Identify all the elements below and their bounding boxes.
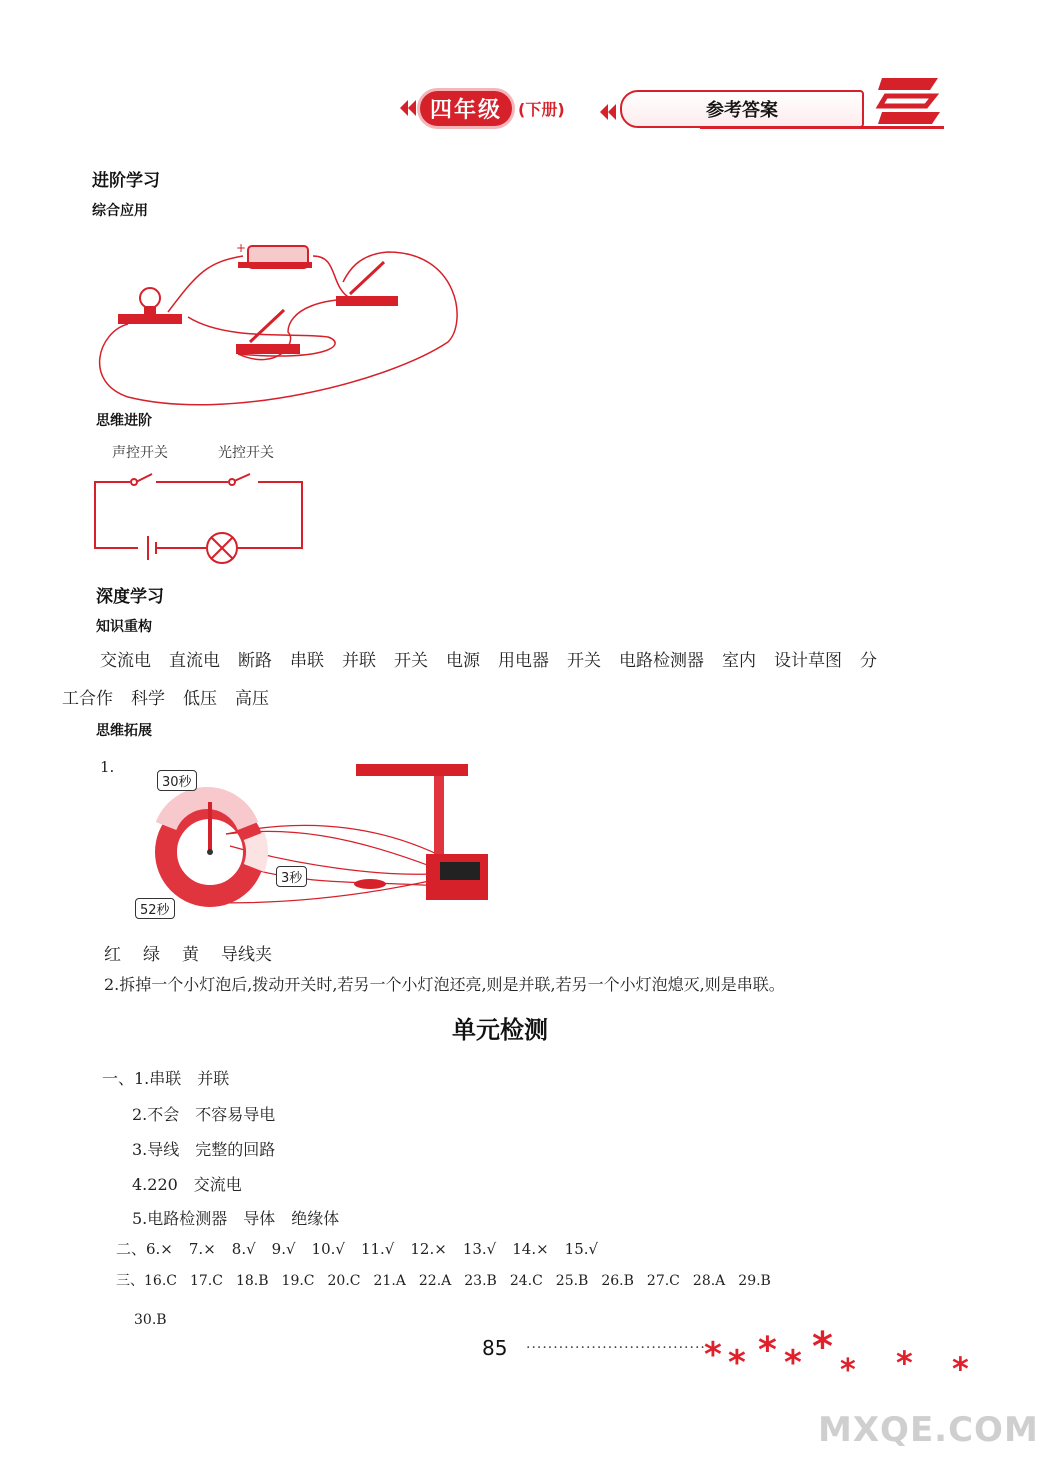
choice-answer: 三、16.C	[116, 1273, 177, 1289]
timer-label-30: 30秒	[157, 770, 197, 791]
part1-item-5: 5.电路检测器 导体 绝缘体	[132, 1209, 340, 1228]
svg-text:*: *	[704, 1335, 722, 1375]
advanced-title: 进阶学习	[92, 171, 160, 191]
part1-item-4: 4.220 交流电	[132, 1175, 242, 1194]
answer-word: 直流电	[169, 651, 220, 671]
deep-sub-knowledge: 知识重构	[96, 619, 152, 635]
answer-word: 室内	[722, 651, 756, 671]
section-title: 参考答案	[620, 90, 864, 128]
answer-word: 工合作	[62, 689, 113, 709]
svg-text:*: *	[840, 1353, 856, 1388]
double-arrow-left-icon	[396, 96, 420, 120]
part2-answers	[116, 1238, 598, 1259]
grade-badge: 四年级	[420, 91, 512, 126]
choice-answer: 17.C	[189, 1273, 223, 1289]
color-green: 绿	[143, 945, 160, 965]
choice-answer: 18.B	[235, 1273, 269, 1289]
advanced-sub-thinking: 思维进阶	[96, 413, 152, 429]
answer-word: 开关	[394, 651, 428, 671]
svg-text:+: +	[236, 241, 247, 255]
tf-answer: 12.×	[410, 1240, 447, 1258]
volume-label: (下册)	[518, 99, 565, 119]
choice-answer: 29.B	[738, 1273, 771, 1289]
wire-clip: 导线夹	[221, 945, 272, 965]
color-yellow: 黄	[182, 945, 199, 965]
answer-word: 用电器	[498, 651, 549, 671]
answer-word: 设计草图	[774, 651, 842, 671]
voice-switch-label: 声控开关	[112, 445, 168, 461]
choice-answer: 26.B	[601, 1273, 634, 1289]
choice-answer: 19.C	[281, 1273, 315, 1289]
book-stack-icon	[874, 68, 946, 132]
tf-answer: 10.√	[311, 1240, 345, 1258]
part1-item-1: 一、1.串联 并联	[102, 1069, 230, 1088]
question-2-answer: 2.拆掉一个小灯泡后,拨动开关时,若另一个小灯泡还亮,则是并联,若另一个小灯泡熄灭,则是串联。	[104, 975, 785, 994]
timer-label-3: 3秒	[276, 866, 307, 887]
decorative-stars-icon	[700, 1322, 980, 1402]
knowledge-line-2	[62, 684, 269, 709]
deep-title: 深度学习	[96, 587, 164, 607]
answer-word: 串联	[290, 651, 324, 671]
tf-answer: 9.√	[271, 1240, 296, 1258]
dotted-leader: ·································	[526, 1340, 706, 1356]
choice-answer: 27.C	[646, 1273, 680, 1289]
svg-text:*: *	[728, 1343, 746, 1383]
answer-word: 开关	[567, 651, 601, 671]
choice-answer: 23.B	[464, 1273, 497, 1289]
choice-answer: 20.C	[327, 1273, 361, 1289]
answer-word: 断路	[238, 651, 272, 671]
answer-word: 电源	[446, 651, 480, 671]
double-arrow-left-icon-2	[596, 100, 620, 124]
choice-answer: 28.A	[692, 1273, 726, 1289]
page-number: 85	[482, 1336, 508, 1360]
tf-answer: 8.√	[231, 1240, 256, 1258]
part1-item-2: 2.不会 不容易导电	[132, 1105, 276, 1124]
tf-answer: 15.√	[564, 1240, 599, 1258]
choice-answer: 25.B	[555, 1273, 589, 1289]
unit-test-title: 单元检测	[452, 1016, 548, 1044]
color-answers	[104, 940, 272, 965]
grade-header	[420, 86, 565, 130]
light-switch-label: 光控开关	[218, 445, 274, 461]
part1-item-3: 3.导线 完整的回路	[132, 1140, 276, 1159]
question-1-number: 1.	[100, 758, 115, 776]
choice-answer: 22.A	[418, 1273, 452, 1289]
answer-word: 并联	[342, 651, 376, 671]
color-red: 红	[104, 945, 121, 965]
svg-text:*: *	[758, 1330, 777, 1371]
knowledge-line-1	[100, 646, 877, 671]
tf-answer: 二、6.×	[116, 1240, 173, 1258]
deep-sub-expand: 思维拓展	[96, 723, 152, 739]
advanced-sub-apply: 综合应用	[92, 203, 148, 219]
switch-circuit-diagram	[90, 464, 310, 562]
svg-text:*: *	[952, 1350, 969, 1388]
answer-word: 科学	[131, 689, 165, 709]
svg-text:*: *	[784, 1343, 802, 1383]
svg-text:*: *	[812, 1324, 833, 1370]
answer-word: 电路检测器	[619, 651, 704, 671]
choice-answer: 24.C	[509, 1273, 543, 1289]
tf-answer: 7.×	[188, 1240, 216, 1258]
answer-word: 高压	[235, 689, 269, 709]
tf-answer: 14.×	[512, 1240, 549, 1258]
timer-label-52: 52秒	[135, 898, 175, 919]
circuit-diagram-image	[88, 232, 468, 412]
answer-word: 低压	[183, 689, 217, 709]
tf-answer: 13.√	[462, 1240, 497, 1258]
part3-answers	[116, 1270, 771, 1290]
part3-answer-30: 30.B	[134, 1312, 167, 1328]
choice-answer: 21.A	[373, 1273, 406, 1289]
answer-word: 交流电	[100, 651, 151, 671]
answer-word: 分	[860, 651, 877, 671]
watermark: MXQE.COM	[818, 1410, 1039, 1450]
tf-answer: 11.√	[360, 1240, 395, 1258]
svg-text:*: *	[896, 1344, 913, 1382]
